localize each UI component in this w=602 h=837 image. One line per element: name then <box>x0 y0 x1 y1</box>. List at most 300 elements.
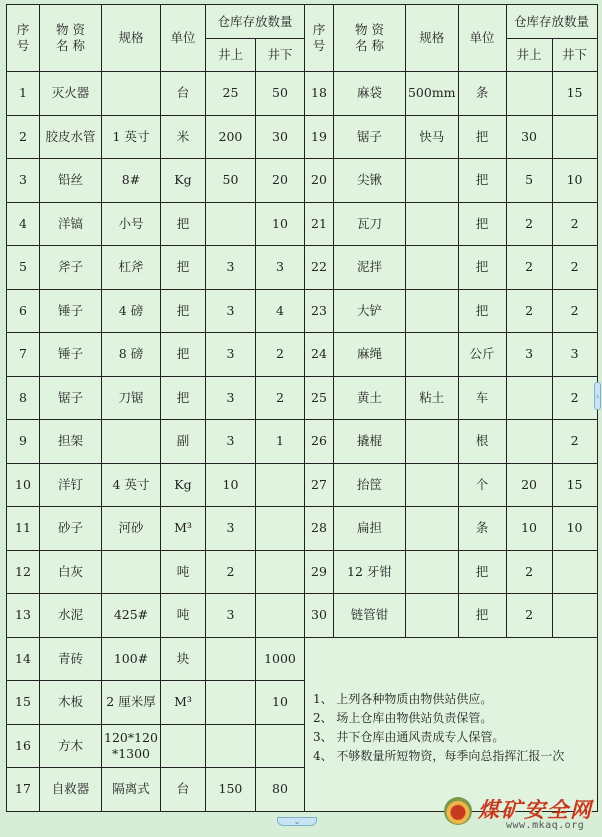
cell-below-text: 2 <box>275 389 284 405</box>
cell-name <box>333 507 405 551</box>
table-row <box>7 289 598 333</box>
cell-unit-text: Kg <box>174 172 192 188</box>
cell-spec-text: 1 英寸 <box>112 128 150 144</box>
header-seq-right <box>304 5 333 72</box>
cell-name-text: 自救器 <box>51 781 90 797</box>
cell-no-text: 28 <box>311 520 327 536</box>
cell-no <box>7 507 40 551</box>
header-above-label: 井上 <box>516 47 542 62</box>
cell-below-text: 80 <box>272 781 288 797</box>
cell-name <box>40 333 102 377</box>
cell-no <box>7 637 40 681</box>
cell-no-text: 25 <box>311 389 327 405</box>
cell-name <box>333 115 405 159</box>
cell-spec-text: 小号 <box>118 215 144 231</box>
cell-below <box>552 594 597 638</box>
cell-no <box>304 376 333 420</box>
cell-spec-text: 杠斧 <box>118 259 144 275</box>
cell-below <box>255 376 304 420</box>
cell-unit-text: 台 <box>176 85 190 101</box>
cell-no <box>304 72 333 116</box>
header-storage-label: 仓库存放数量 <box>217 13 293 29</box>
cell-below <box>255 550 304 594</box>
cell-name-text: 锯子 <box>57 389 83 405</box>
cell-unit <box>160 768 205 812</box>
cell-spec-text: 隔离式 <box>112 781 150 797</box>
cell-below <box>255 159 304 203</box>
cell-spec <box>102 507 161 551</box>
cell-below <box>255 72 304 116</box>
cell-name <box>333 333 405 377</box>
cell-no-text: 22 <box>311 259 327 275</box>
cell-above <box>506 246 552 290</box>
cell-unit <box>160 159 205 203</box>
cell-below-text: 2 <box>570 433 579 449</box>
cell-name-text: 胶皮水管 <box>45 128 96 144</box>
cell-no <box>7 159 40 203</box>
note-item: 1、 上列各种物质由物供站供应。 <box>312 692 493 706</box>
cell-no-text: 24 <box>311 346 327 362</box>
cell-spec-text: 8 磅 <box>118 346 144 362</box>
cell-spec-text: 500mm <box>407 85 456 101</box>
cell-no-text: 23 <box>311 302 327 318</box>
cell-no-text: 27 <box>311 476 327 492</box>
cell-above <box>205 289 255 333</box>
cell-name <box>40 681 102 725</box>
cell-above <box>506 159 552 203</box>
cell-below <box>255 594 304 638</box>
cell-name <box>40 507 102 551</box>
cell-no <box>304 507 333 551</box>
cell-unit <box>160 246 205 290</box>
cell-name <box>40 246 102 290</box>
cell-no <box>7 594 40 638</box>
site-logo-icon <box>444 797 472 825</box>
cell-below <box>552 72 597 116</box>
cell-unit-text: 条 <box>475 520 489 536</box>
cell-above <box>506 594 552 638</box>
cell-above-text: 2 <box>525 302 534 318</box>
cell-below <box>255 202 304 246</box>
cell-unit-text: 吨 <box>176 607 190 623</box>
cell-above-text: 2 <box>525 607 534 623</box>
cell-above <box>205 420 255 464</box>
cell-name <box>333 246 405 290</box>
cell-unit <box>160 420 205 464</box>
table-row <box>7 115 598 159</box>
cell-spec <box>102 463 161 507</box>
cell-unit <box>160 550 205 594</box>
cell-above <box>506 72 552 116</box>
table-row <box>7 246 598 290</box>
cell-above-text: 2 <box>226 563 235 579</box>
header-spec-label: 规格 <box>118 30 144 45</box>
header-below-label: 井下 <box>562 47 588 62</box>
cell-name-text: 12 牙钳 <box>347 563 392 579</box>
cell-spec <box>405 246 458 290</box>
cell-below <box>552 202 597 246</box>
cell-name <box>333 202 405 246</box>
cell-above <box>205 115 255 159</box>
cell-name-text: 锤子 <box>57 346 83 362</box>
cell-above-text: 25 <box>222 85 239 101</box>
cell-below-text: 3 <box>570 346 579 362</box>
cell-unit <box>458 420 506 464</box>
cell-spec <box>102 202 161 246</box>
cell-below-text: 1000 <box>264 650 296 666</box>
cell-unit <box>160 724 205 768</box>
cell-spec <box>405 507 458 551</box>
cell-above <box>205 768 255 812</box>
cell-name-text: 青砖 <box>57 650 83 666</box>
cell-below <box>552 159 597 203</box>
cell-spec-text: 刀锯 <box>118 389 144 405</box>
cell-name <box>40 724 102 768</box>
cell-unit-text: 把 <box>176 215 190 231</box>
cell-unit-text: 把 <box>475 607 489 623</box>
note-item: 4、 不够数量所短物资，每季向总指挥汇报一次 <box>312 749 565 763</box>
cell-above <box>205 463 255 507</box>
cell-unit-text: 个 <box>475 476 489 492</box>
cell-unit <box>160 637 205 681</box>
cell-no <box>304 333 333 377</box>
site-watermark <box>444 793 600 835</box>
cell-no <box>7 115 40 159</box>
cell-spec <box>102 681 161 725</box>
cell-no <box>304 159 333 203</box>
cell-above-text: 2 <box>525 259 534 275</box>
cell-spec-text: 快马 <box>419 128 445 144</box>
cell-above <box>205 594 255 638</box>
cell-name-text: 麻绳 <box>356 346 382 362</box>
cell-unit <box>160 289 205 333</box>
cell-above-text: 50 <box>222 172 239 188</box>
cell-above-text: 200 <box>218 128 243 144</box>
cell-no-text: 21 <box>311 215 327 231</box>
cell-spec <box>405 202 458 246</box>
cell-name <box>333 550 405 594</box>
cell-no <box>7 768 40 812</box>
cell-no-text: 30 <box>311 607 327 623</box>
cell-below-text: 2 <box>275 346 284 362</box>
cell-no-text: 18 <box>311 85 327 101</box>
cell-below <box>255 115 304 159</box>
cell-no <box>7 724 40 768</box>
cell-no-text: 3 <box>19 172 27 188</box>
cell-above <box>506 463 552 507</box>
cell-above <box>205 159 255 203</box>
cell-above-text: 20 <box>521 476 537 492</box>
cell-below-text: 3 <box>275 259 284 275</box>
cell-no <box>304 550 333 594</box>
table-row <box>7 420 598 464</box>
cell-below-text: 20 <box>272 172 288 188</box>
cell-spec-text: 120*120 *1300 <box>104 729 158 761</box>
cell-no <box>7 246 40 290</box>
cell-unit <box>458 507 506 551</box>
cell-unit-text: 把 <box>475 128 489 144</box>
cell-spec <box>405 333 458 377</box>
cell-above <box>506 507 552 551</box>
cell-below-text: 15 <box>566 476 583 492</box>
cell-name-text: 铅丝 <box>57 172 83 188</box>
cell-unit-text: 把 <box>475 259 489 275</box>
cell-below <box>255 681 304 725</box>
cell-no <box>304 420 333 464</box>
cell-no <box>7 72 40 116</box>
cell-unit <box>458 202 506 246</box>
cell-no <box>304 246 333 290</box>
header-below-label: 井下 <box>267 47 293 62</box>
table-row <box>7 637 598 681</box>
cell-unit <box>458 159 506 203</box>
cell-no <box>7 550 40 594</box>
cell-below-text: 1 <box>275 433 284 449</box>
cell-unit-text: M³ <box>174 520 192 536</box>
cell-no-text: 10 <box>15 476 31 492</box>
cell-no <box>7 463 40 507</box>
header-unit-label: 单位 <box>170 30 196 45</box>
table-row <box>7 594 598 638</box>
cell-below-text: 10 <box>272 694 288 710</box>
cell-unit <box>160 115 205 159</box>
cell-name-text: 方木 <box>57 737 83 753</box>
cell-name-text: 瓦刀 <box>356 215 382 231</box>
cell-name-text: 泥拌 <box>356 259 382 275</box>
cell-name <box>333 159 405 203</box>
cell-name <box>333 72 405 116</box>
cell-name <box>333 376 405 420</box>
table-row <box>7 507 598 551</box>
cell-above-text: 3 <box>226 259 235 275</box>
cell-below-text: 50 <box>272 85 288 101</box>
cell-spec <box>102 289 161 333</box>
cell-no-text: 14 <box>15 650 31 666</box>
cell-no-text: 6 <box>19 302 27 318</box>
cell-above <box>205 507 255 551</box>
cell-spec-text: 粘土 <box>419 389 445 405</box>
cell-unit <box>458 246 506 290</box>
cell-above-text: 3 <box>226 520 235 536</box>
cell-unit <box>458 463 506 507</box>
cell-unit <box>458 594 506 638</box>
cell-no <box>304 202 333 246</box>
header-seq-label: 序 号 <box>312 22 326 53</box>
cell-spec <box>102 550 161 594</box>
cell-above-text: 3 <box>226 302 235 318</box>
cell-name-text: 链管钳 <box>350 607 389 623</box>
header-above-right <box>506 39 552 72</box>
materials-table <box>6 4 598 812</box>
cell-spec <box>102 594 161 638</box>
cell-below <box>552 376 597 420</box>
cell-below-text: 2 <box>570 302 579 318</box>
header-unit-left <box>160 5 205 72</box>
cell-above <box>205 724 255 768</box>
cell-unit-text: 块 <box>176 650 190 666</box>
cell-no-text: 26 <box>311 433 327 449</box>
cell-spec-text: 4 磅 <box>118 302 144 318</box>
header-name-right <box>333 5 405 72</box>
cell-unit-text: 把 <box>176 302 190 318</box>
cell-name <box>40 594 102 638</box>
cell-name-text: 灭火器 <box>51 85 90 101</box>
cell-above <box>506 550 552 594</box>
cell-no-text: 19 <box>311 128 327 144</box>
cell-spec-text: 8# <box>121 172 141 188</box>
cell-name-text: 黄土 <box>356 389 382 405</box>
cell-name-text: 担架 <box>57 433 83 449</box>
cell-spec <box>102 72 161 116</box>
cell-unit <box>458 376 506 420</box>
cell-below <box>255 246 304 290</box>
cell-above <box>205 333 255 377</box>
cell-unit-text: 车 <box>475 389 489 405</box>
cell-unit <box>160 681 205 725</box>
cell-name-text: 抬筐 <box>356 476 382 492</box>
cell-unit-text: 公斤 <box>469 346 495 362</box>
cell-spec-text: 河砂 <box>118 520 144 536</box>
cell-spec-text: 425# <box>113 607 149 623</box>
cell-above-text: 3 <box>226 346 235 362</box>
header-seq-label: 序 号 <box>16 22 30 53</box>
header-seq-left <box>7 5 40 72</box>
cell-above <box>506 115 552 159</box>
cell-name-text: 扁担 <box>356 520 382 536</box>
cell-no <box>7 289 40 333</box>
cell-no <box>7 333 40 377</box>
cell-below <box>255 724 304 768</box>
header-name-label: 物 资 名 称 <box>56 22 85 53</box>
cell-unit-text: 把 <box>475 563 489 579</box>
cell-unit-text: 把 <box>176 346 190 362</box>
cell-name <box>333 594 405 638</box>
cell-unit-text: 把 <box>475 302 489 318</box>
table-row <box>7 202 598 246</box>
cell-no <box>7 681 40 725</box>
cell-name-text: 洋钉 <box>57 476 83 492</box>
cell-spec <box>102 376 161 420</box>
cell-no <box>7 202 40 246</box>
cell-unit-text: Kg <box>174 476 192 492</box>
cell-unit-text: 把 <box>475 215 489 231</box>
note-item: 2、 场上仓库由物供站负责保管。 <box>312 711 493 725</box>
cell-name-text: 白灰 <box>57 563 83 579</box>
header-below-left <box>255 39 304 72</box>
header-above-left <box>205 39 255 72</box>
cell-spec <box>405 159 458 203</box>
cell-above <box>205 72 255 116</box>
cell-unit <box>458 115 506 159</box>
cell-unit <box>458 333 506 377</box>
cell-below-text: 15 <box>566 85 583 101</box>
cell-above <box>205 202 255 246</box>
cell-spec <box>102 768 161 812</box>
side-expand-handle[interactable]: › <box>594 382 601 410</box>
header-spec-label: 规格 <box>419 30 445 45</box>
cell-name-text: 洋镐 <box>57 215 83 231</box>
cell-spec <box>102 637 161 681</box>
watermark-url: www.mkaq.org <box>506 820 585 831</box>
cell-name-text: 木板 <box>57 694 83 710</box>
cell-above-text: 5 <box>525 172 534 188</box>
cell-no-text: 1 <box>19 85 27 101</box>
cell-spec-text: 2 厘米厚 <box>106 694 156 710</box>
header-above-label: 井上 <box>217 47 243 62</box>
table-row <box>7 376 598 420</box>
cell-no-text: 17 <box>15 781 31 797</box>
cell-below-text: 10 <box>272 215 288 231</box>
cell-below <box>552 333 597 377</box>
cell-no-text: 8 <box>19 389 27 405</box>
cell-above <box>205 550 255 594</box>
header-storage-right <box>506 5 597 39</box>
cell-name <box>40 289 102 333</box>
cell-below-text: 4 <box>275 302 284 318</box>
cell-unit <box>458 550 506 594</box>
cell-above-text: 10 <box>521 520 537 536</box>
cell-name <box>40 159 102 203</box>
table-row <box>7 159 598 203</box>
cell-spec <box>405 420 458 464</box>
cell-above-text: 2 <box>525 563 534 579</box>
cell-name <box>333 463 405 507</box>
cell-no <box>304 594 333 638</box>
cell-name-text: 大铲 <box>356 302 382 318</box>
cell-no-text: 7 <box>19 346 27 362</box>
cell-above-text: 150 <box>218 781 243 797</box>
cell-spec-text: 100# <box>113 650 149 666</box>
bottom-expand-handle[interactable]: ⌄ <box>277 817 317 826</box>
cell-unit-text: 把 <box>176 389 190 405</box>
cell-unit-text: 米 <box>176 128 190 144</box>
cell-name <box>40 463 102 507</box>
cell-spec <box>405 289 458 333</box>
cell-above-text: 3 <box>525 346 534 362</box>
cell-unit <box>458 289 506 333</box>
cell-name-text: 麻袋 <box>356 85 382 101</box>
cell-no-text: 20 <box>311 172 327 188</box>
note-item: 3、 井下仓库由通风责成专人保管。 <box>312 730 505 744</box>
cell-no <box>7 376 40 420</box>
cell-below <box>255 637 304 681</box>
cell-unit-text: 把 <box>475 172 489 188</box>
cell-above <box>506 202 552 246</box>
cell-below <box>255 333 304 377</box>
cell-name <box>40 420 102 464</box>
header-unit-right <box>458 5 506 72</box>
cell-above-text: 30 <box>521 128 537 144</box>
cell-no-text: 12 <box>15 563 31 579</box>
cell-no-text: 11 <box>15 520 31 536</box>
cell-unit <box>160 72 205 116</box>
watermark-title: 煤矿安全网 <box>478 797 593 822</box>
cell-spec <box>102 246 161 290</box>
cell-no-text: 5 <box>19 259 27 275</box>
cell-spec <box>405 463 458 507</box>
cell-name-text: 水泥 <box>57 607 83 623</box>
cell-above-text: 3 <box>226 389 235 405</box>
cell-below <box>552 463 597 507</box>
cell-no <box>304 289 333 333</box>
cell-spec <box>405 594 458 638</box>
cell-unit-text: 条 <box>475 85 489 101</box>
cell-below <box>552 550 597 594</box>
cell-unit-text: 副 <box>176 433 190 449</box>
cell-spec <box>405 115 458 159</box>
cell-unit <box>160 594 205 638</box>
cell-below <box>255 507 304 551</box>
